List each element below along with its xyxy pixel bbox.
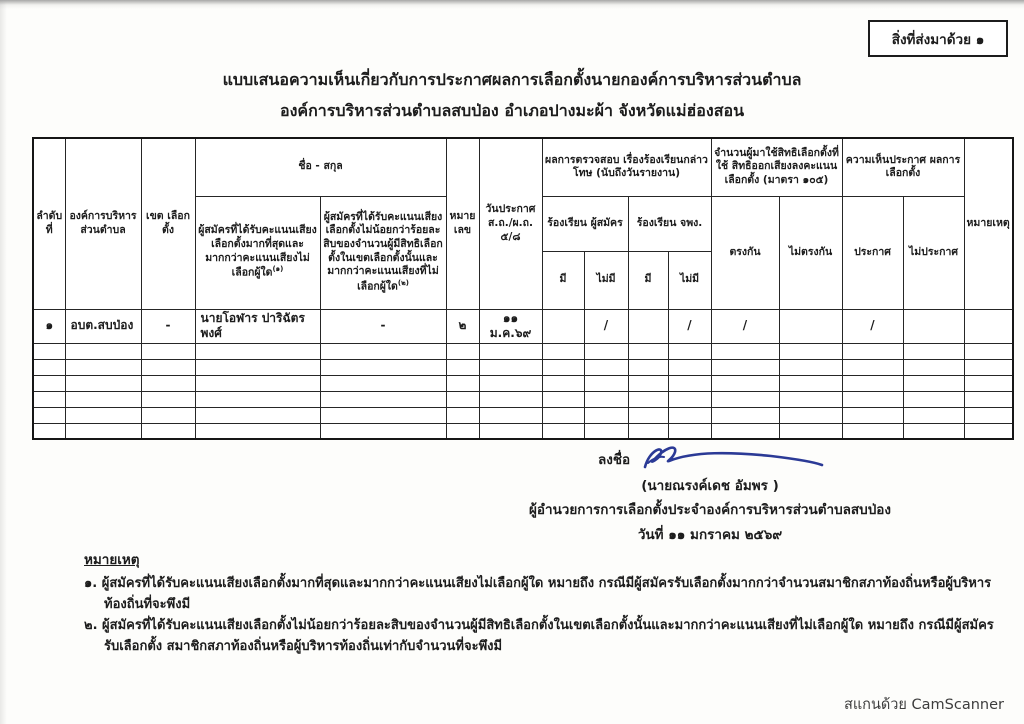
empty-cell [195,359,320,375]
empty-cell [584,375,628,391]
empty-cell [65,343,141,359]
cell-match: / [711,309,779,343]
empty-cell [711,391,779,407]
empty-cell [446,343,479,359]
header-complaint-official: ร้องเรียน จพง. [628,196,711,251]
empty-cell [65,423,141,439]
footnotes-section [84,550,1004,657]
empty-cell [964,407,1013,423]
empty-cell [903,423,964,439]
header-remark: หมายเหตุ [964,138,1013,309]
empty-cell [584,343,628,359]
empty-cell [668,343,711,359]
title-line-1: แบบเสนอความเห็นเกี่ยวกับการประกาศผลการเลือกตั้งนายกองค์การบริหารส่วนตำบล [222,70,802,89]
empty-cell [195,407,320,423]
empty-cell [320,343,446,359]
empty-cell [65,375,141,391]
cell-candidate-name: นายโอฬาร ปาริฉัตรพงศ์ [195,309,320,343]
header-complaint-group: ผลการตรวจสอบ เรื่องร้องเรียนกล่าวโทษ (นับถึงวันรายงาน) [542,138,711,196]
empty-cell [628,375,668,391]
empty-cell [33,343,65,359]
empty-cell [446,375,479,391]
empty-cell [711,407,779,423]
table-row-empty [33,423,1013,439]
empty-cell [141,407,195,423]
sign-label: ลงชื่อ [598,452,631,468]
empty-cell [779,391,842,407]
empty-cell [711,359,779,375]
empty-cell [903,407,964,423]
header-complaint-candidate: ร้องเรียน ผู้สมัคร [542,196,628,251]
footnote-ref-2: (๒) [397,279,409,288]
empty-cell [779,343,842,359]
empty-cell [964,343,1013,359]
empty-cell [779,407,842,423]
empty-cell [446,391,479,407]
empty-cell [141,375,195,391]
empty-cell [628,343,668,359]
header-not-match: ไม่ตรงกัน [779,196,842,309]
empty-cell [33,375,65,391]
empty-cell [320,375,446,391]
empty-cell [446,359,479,375]
header-has-not-1: ไม่มี [584,251,628,309]
header-candidate-most-votes-text: ผู้สมัครที่ได้รับคะแนนเสียงเลือกตั้งมากที่สุดและมากกว่าคะแนนเสียงไม่เลือกผู้ใด [198,224,317,279]
empty-cell [584,423,628,439]
table-row-empty [33,343,1013,359]
header-announce: ประกาศ [842,196,903,309]
empty-cell [33,407,65,423]
footnote-ref-1: (๑) [272,265,284,274]
empty-cell [779,375,842,391]
empty-cell [542,391,584,407]
header-candidate-ten-percent [320,196,446,309]
empty-cell [320,359,446,375]
header-has-not-2: ไม่มี [668,251,711,309]
empty-cell [479,423,542,439]
empty-cell [964,359,1013,375]
empty-cell [668,359,711,375]
cell-zone: - [141,309,195,343]
cell-org: อบต.สบป่อง [65,309,141,343]
header-candidate-ten-percent-text: ผู้สมัครที่ได้รับคะแนนเสียงเลือกตั้งไม่น้อยกว่าร้อยละสิบของจำนวนผู้มีสิทธิเลือกตั้งในเขตเลือกตั้งนั้นและมากกว่าคะแนนเสียงที่ไม่เลือกผู้ใด [323,210,443,293]
empty-cell [479,343,542,359]
empty-cell [446,423,479,439]
empty-cell [903,343,964,359]
empty-cell [320,391,446,407]
header-org: องค์การบริหาร ส่วนตำบล [65,138,141,309]
table-row-1 [33,309,1013,343]
footnote-1: ๑. ผู้สมัครที่ได้รับคะแนนเสียงเลือกตั้งมากที่สุดและมากกว่าคะแนนเสียงไม่เลือกผู้ใด หมายถึง กรณีมีผู้สมัครรับเลือกตั้งมากกว่าจำนวนสมาชิกสภาท้องถิ่นหรือผู้บริหารท้องถิ่นที่จะพึงมี [84,576,992,612]
empty-cell [711,343,779,359]
title-line-2: องค์การบริหารส่วนตำบลสบป่อง อำเภอปางมะผ้า จังหวัดแม่ฮ่องสอน [279,101,745,120]
empty-cell [479,359,542,375]
cell-remark [964,309,1013,343]
empty-cell [628,407,668,423]
camscanner-credit: สแกนด้วย CamScanner [843,697,1004,713]
empty-cell [964,375,1013,391]
cell-seq: ๑ [33,309,65,343]
header-seq: ลำดับที่ [33,138,65,309]
signature-date: วันที่ ๑๑ มกราคม ๒๕๖๙ [637,527,783,543]
header-has-1: มี [542,251,584,309]
empty-cell [542,375,584,391]
empty-cell [33,359,65,375]
empty-cell [584,391,628,407]
empty-cell [479,407,542,423]
empty-cell [195,343,320,359]
empty-cell [65,391,141,407]
empty-cell [542,343,584,359]
empty-cell [842,391,903,407]
empty-cell [33,391,65,407]
cell-announce: / [842,309,903,343]
table-body [33,309,1013,343]
cell-not-match [779,309,842,343]
empty-cell [779,359,842,375]
empty-cell [141,359,195,375]
empty-cell [842,423,903,439]
header-opinion-group: ความเห็นประกาศ ผลการเลือกตั้ง [842,138,964,196]
table-row-empty [33,391,1013,407]
empty-cell [446,407,479,423]
header-not-announce: ไม่ประกาศ [903,196,964,309]
scan-shadow-top [0,0,1024,9]
empty-cell [542,407,584,423]
attachment-label: สิ่งที่ส่งมาด้วย ๑ [891,31,985,48]
header-match: ตรงกัน [711,196,779,309]
empty-cell [842,407,903,423]
empty-cell [65,407,141,423]
table-row-empty [33,375,1013,391]
signer-name: (นายณรงค์เดช อัมพร ) [641,478,779,494]
empty-cell [842,375,903,391]
header-number: หมายเลข [446,138,479,309]
cell-announce-date: ๑๑ ม.ค.๖๙ [479,309,542,343]
empty-cell [141,391,195,407]
table-row-empty [33,407,1013,423]
empty-cell [903,391,964,407]
footnotes-heading: หมายเหตุ [84,552,140,568]
empty-cell [628,391,668,407]
empty-cell [842,359,903,375]
empty-cell [584,359,628,375]
empty-cell [964,423,1013,439]
cell-complaint-official-no: / [668,309,711,343]
empty-cell [668,391,711,407]
empty-cell [195,391,320,407]
cell-complaint-candidate-no: / [584,309,628,343]
empty-cell [584,407,628,423]
document-title [0,64,1024,126]
attachment-label-box [868,20,1008,57]
table-empty-rows [33,343,1013,439]
signer-position: ผู้อำนวยการการเลือกตั้งประจำองค์การบริหารส่วนตำบลสบป่อง [528,502,892,518]
empty-cell [33,423,65,439]
empty-cell [195,423,320,439]
results-table [32,137,1014,440]
empty-cell [320,423,446,439]
cell-complaint-official-yes [628,309,668,343]
empty-cell [903,359,964,375]
empty-cell [542,423,584,439]
cell-not-announce [903,309,964,343]
empty-cell [141,343,195,359]
cell-number: ๒ [446,309,479,343]
header-candidate-most-votes [195,196,320,309]
empty-cell [320,407,446,423]
header-zone: เขต เลือกตั้ง [141,138,195,309]
empty-cell [668,375,711,391]
empty-cell [668,407,711,423]
footnote-2: ๒. ผู้สมัครที่ได้รับคะแนนเสียงเลือกตั้งไม่น้อยกว่าร้อยละสิบของจำนวนผู้มีสิทธิเลือกตั้งในเขตเลือกตั้งนั้นและมากกว่าคะแนนเสียงที่ไม่เลือกผู้ใด หมายถึง กรณีมีผู้สมัครรับเลือกตั้ง สมาชิกสภาท้องถิ่นหรือผู้บริหารท้องถิ่นเท่ากับจำนวนที่จะพึงมี [84,618,994,654]
cell-complaint-candidate-yes [542,309,584,343]
empty-cell [628,359,668,375]
header-turnout-group: จำนวนผู้มาใช้สิทธิเลือกตั้งที่ใช้ สิทธิออกเสียงลงคะแนนเลือกตั้ง (มาตรา ๑๐๕) [711,138,842,196]
empty-cell [479,391,542,407]
empty-cell [711,375,779,391]
cell-candidate-b: - [320,309,446,343]
header-name-group: ชื่อ - สกุล [195,138,446,196]
empty-cell [65,359,141,375]
empty-cell [195,375,320,391]
empty-cell [542,359,584,375]
table-row-empty [33,359,1013,375]
empty-cell [479,375,542,391]
empty-cell [842,343,903,359]
header-has-2: มี [628,251,668,309]
header-announce-date: วันประกาศ ส.ถ./ผ.ถ. ๕/๘ [479,138,542,309]
empty-cell [903,375,964,391]
empty-cell [964,391,1013,407]
empty-cell [141,423,195,439]
